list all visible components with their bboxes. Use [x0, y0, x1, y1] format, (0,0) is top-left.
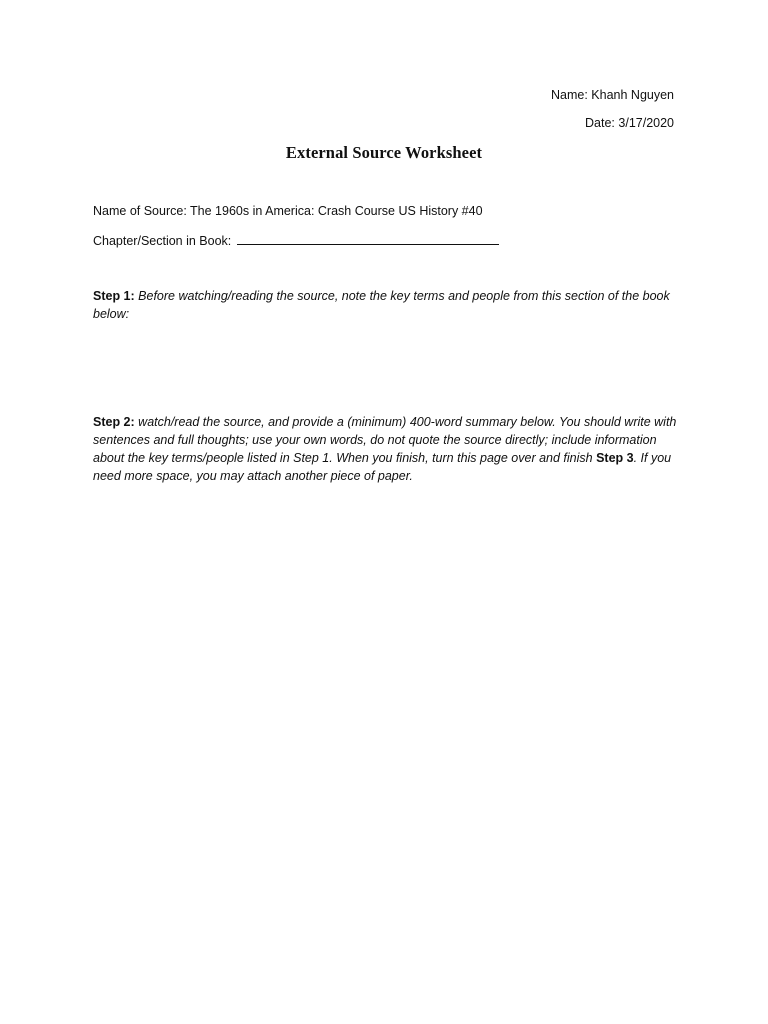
chapter-label: Chapter/Section in Book: — [93, 234, 232, 248]
name-value: Khanh Nguyen — [591, 88, 674, 102]
chapter-blank-line — [237, 232, 499, 245]
name-line — [551, 88, 674, 102]
date-label: Date: — [585, 116, 615, 130]
step3-label: Step 3 — [596, 451, 634, 465]
step2-text: watch/read the source, and provide a (minimum) 400-word summary below. You should write with sentences and full thoughts; use your own words, do not quote the source directly; include information about the key terms/people listed in Step 1. When you finish, turn this page over and finish — [93, 415, 677, 465]
step2-text-end: . If you need more space, you may attach another piece of paper. — [93, 451, 672, 483]
worksheet-title: External Source Worksheet — [285, 143, 483, 162]
name-label: Name: — [550, 88, 588, 102]
step1-label: Step 1: — [93, 289, 135, 303]
source-line — [93, 204, 483, 218]
source-value: The 1960s in America: Crash Course US History #40 — [190, 204, 483, 218]
step2-label: Step 2: — [93, 415, 135, 429]
date-value: 3/17/2020 — [618, 116, 674, 130]
chapter-line — [93, 232, 499, 248]
step1-text: Before watching/reading the source, note the key terms and people from this section of the book below: — [93, 289, 670, 321]
source-label: Name of Source: — [93, 204, 187, 218]
date-line — [585, 116, 674, 130]
step2-paragraph — [93, 413, 678, 485]
step1-paragraph — [93, 287, 678, 323]
